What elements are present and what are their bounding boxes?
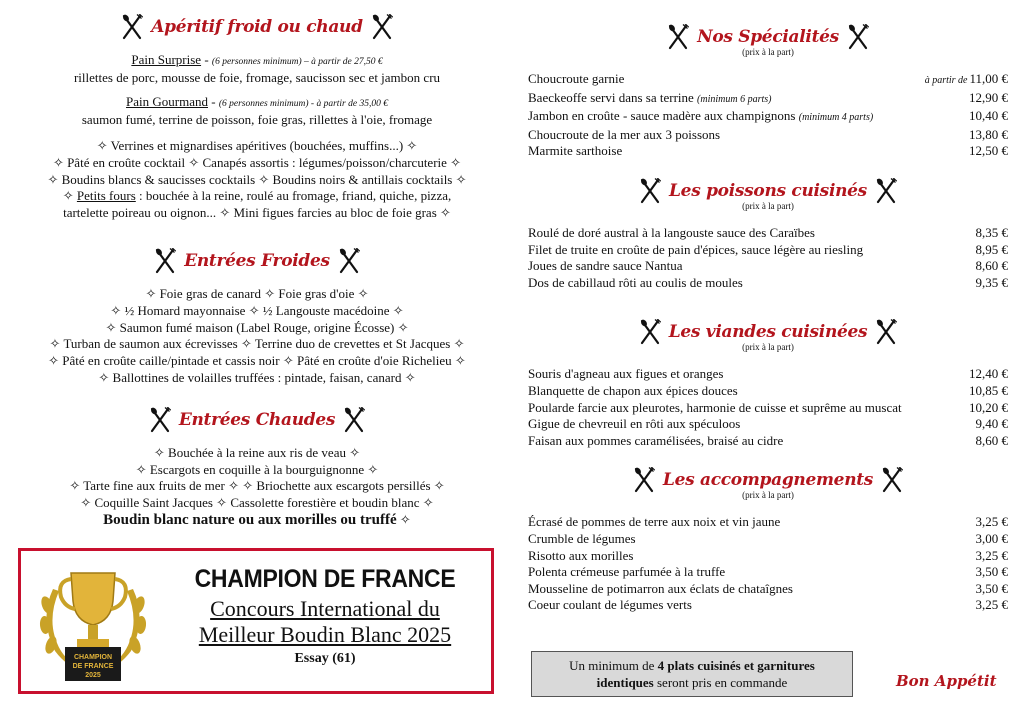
notice-bold-2: identiques xyxy=(596,675,654,690)
trophy-plate-line1: CHAMPION xyxy=(73,654,113,661)
item-price: 3,50 € xyxy=(975,564,1008,580)
item-name: Souris d'agneau aux figues et oranges xyxy=(528,366,724,382)
item-price: 8,60 € xyxy=(975,258,1008,274)
pain-surprise-note: (6 personnes minimum) – à partir de 27,50 € xyxy=(211,57,383,67)
table-row xyxy=(528,143,1008,160)
item-name: Crumble de légumes xyxy=(528,530,636,546)
pain-gourmand xyxy=(14,94,500,128)
list-item: ✧ Tarte fine aux fruits de mer ✧ ✧ Briochette aux escargots persillés ✧ xyxy=(69,478,445,494)
list-item: ✧ Ballottines de volailles truffées : pintade, faisan, canard ✧ xyxy=(98,369,416,385)
fork-knife-icon xyxy=(633,467,655,493)
item-note: (minimum 4 parts) xyxy=(798,112,874,124)
item-price: 12,90 € xyxy=(969,89,1008,105)
table-row xyxy=(528,581,1008,598)
entrees-froides-title: Entrées Froides xyxy=(184,250,330,271)
item-name: Dos de cabillaud rôti au coulis de moules xyxy=(528,274,743,290)
list-item: ✧ Bouchée à la reine aux ris de veau ✧ xyxy=(153,444,361,460)
item-price: 8,35 € xyxy=(975,224,1008,240)
item-price: 3,25 € xyxy=(975,514,1008,530)
fork-knife-icon xyxy=(343,407,365,433)
poissons-title: Les poissons cuisinés xyxy=(669,180,867,201)
item-price: 13,80 € xyxy=(969,126,1008,142)
notice-text-2: seront pris en commande xyxy=(653,675,788,690)
fork-knife-icon xyxy=(667,24,689,50)
item-price: 3,50 € xyxy=(975,580,1008,596)
item-name: Jambon en croûte - sauce madère aux champignons xyxy=(528,108,796,124)
right-column xyxy=(528,10,1008,614)
trophy-icon xyxy=(33,559,153,689)
notice-bold-1: 4 plats cuisinés et garnitures xyxy=(657,658,815,673)
fork-knife-icon xyxy=(121,14,143,40)
fork-knife-icon xyxy=(149,407,171,433)
notice-text-1: Un minimum de xyxy=(569,658,658,673)
pain-surprise xyxy=(14,52,500,86)
item-name: Choucroute garnie xyxy=(528,71,625,86)
table-row xyxy=(528,71,1008,90)
table-row xyxy=(528,400,1008,417)
entrees-froides-list xyxy=(14,286,500,387)
accompagnements-list xyxy=(528,514,1008,614)
specialites-sub: (prix à la part) xyxy=(742,47,794,57)
pain-gourmand-note: (6 personnes minimum) - à partir de 35,00 € xyxy=(218,99,388,109)
list-item: ✧ Pâté en croûte caille/pintade et cassis noir ✧ Pâté en croûte d'oie Richelieu ✧ xyxy=(48,353,466,369)
pain-surprise-sep: - xyxy=(201,52,212,67)
petits-fours-prefix: ✧ xyxy=(62,188,77,204)
item-name: Polenta crémeuse parfumée à la truffe xyxy=(528,564,726,580)
petits-fours-text: : bouchée à la reine, roulé au fromage, friand, quiche, pizza, xyxy=(135,188,452,204)
item-price: 3,25 € xyxy=(975,547,1008,563)
pain-gourmand-desc: saumon fumé, terrine de poisson, foie gras, rillettes à l'oie, fromage xyxy=(81,112,433,127)
boudin-suffix: ✧ xyxy=(396,511,411,527)
item-price: 9,35 € xyxy=(975,274,1008,290)
item-name: Écrasé de pommes de terre aux noix et vin jaune xyxy=(528,514,781,530)
item-name: Joues de sandre sauce Nantua xyxy=(528,258,683,274)
table-row xyxy=(528,366,1008,383)
item-name: Baeckeoffe servi dans sa terrine xyxy=(528,89,694,105)
list-item: ✧ ½ Homard mayonnaise ✧ ½ Langouste macédoine ✧ xyxy=(110,302,404,318)
list-item: ✧ Coquille Saint Jacques ✧ Cassolette forestière et boudin blanc ✧ xyxy=(80,495,434,511)
pain-gourmand-sep: - xyxy=(207,94,219,109)
fork-knife-icon xyxy=(881,467,903,493)
item-price: 8,95 € xyxy=(975,241,1008,257)
table-row xyxy=(528,416,1008,433)
item-pre: à partir de xyxy=(924,75,968,86)
table-row xyxy=(528,258,1008,275)
item-name: Gigue de chevreuil en rôti aux spéculoos xyxy=(528,416,741,432)
item-price: 11,00 € xyxy=(969,71,1008,86)
list-item: ✧ Foie gras de canard ✧ Foie gras d'oie ✧ xyxy=(145,285,369,301)
aperitif-title: Apéritif froid ou chaud xyxy=(151,17,363,37)
champion-line2: Meilleur Boudin Blanc 2025 xyxy=(198,622,452,647)
specialites-list xyxy=(528,71,1008,160)
list-item: ✧ Pâté en croûte cocktail ✧ Canapés assortis : légumes/poisson/charcuterie ✧ xyxy=(52,154,462,170)
viandes-title: Les viandes cuisinées xyxy=(668,322,868,343)
poissons-sub: (prix à la part) xyxy=(742,200,794,211)
table-row xyxy=(528,90,1008,109)
list-item: ✧ Verrines et mignardises apéritives (bouchées, muffins...) ✧ xyxy=(96,138,418,153)
section-title-entrees-froides xyxy=(14,244,500,278)
item-price: 9,40 € xyxy=(975,416,1008,432)
item-name: Poularde farcie aux pleurotes, harmonie de cuisse et suprême au muscat xyxy=(528,399,902,415)
table-row xyxy=(528,564,1008,581)
item-name: Risotto aux morilles xyxy=(528,547,634,563)
fork-knife-icon xyxy=(154,248,176,274)
viandes-sub: (prix à la part) xyxy=(742,342,794,353)
champion-line1: Concours International du xyxy=(210,596,440,621)
item-price: 10,20 € xyxy=(969,399,1008,415)
fork-knife-icon xyxy=(639,178,661,204)
fork-knife-icon xyxy=(875,178,897,204)
fork-knife-icon xyxy=(639,319,661,345)
item-price: 12,50 € xyxy=(969,143,1008,159)
accompagnements-title: Les accompagnements xyxy=(662,470,874,491)
aperitif-list xyxy=(14,138,500,222)
left-column xyxy=(14,10,500,529)
item-name: Mousseline de potimarron aux éclats de chataîgnes xyxy=(528,580,793,596)
item-price: 3,25 € xyxy=(975,597,1008,613)
table-row xyxy=(528,531,1008,548)
table-row xyxy=(528,275,1008,292)
champion-place: Essay (61) xyxy=(294,651,356,666)
table-row xyxy=(528,127,1008,144)
table-row xyxy=(528,433,1008,450)
list-item: ✧ Boudins blancs & saucisses cocktails ✧ Boudins noirs & antillais cocktails ✧ xyxy=(47,171,467,187)
minimum-order-notice xyxy=(531,651,853,697)
item-price: 3,00 € xyxy=(975,530,1008,546)
list-item: ✧ Saumon fumé maison (Label Rouge, origine Écosse) ✧ xyxy=(105,319,409,335)
table-row xyxy=(528,242,1008,259)
item-name: Choucroute de la mer aux 3 poissons xyxy=(528,126,721,142)
table-row xyxy=(528,225,1008,242)
accompagnements-sub: (prix à la part) xyxy=(742,490,794,501)
section-title-aperitif xyxy=(14,10,500,44)
list-item-petits-fours xyxy=(14,188,500,205)
list-item: tartelette poireau ou oignon... ✧ Mini figues farcies au bloc de foie gras ✧ xyxy=(63,205,451,221)
petits-fours-label: Petits fours xyxy=(76,188,136,204)
poissons-list xyxy=(528,225,1008,291)
table-row xyxy=(528,548,1008,565)
pain-gourmand-name: Pain Gourmand xyxy=(126,94,208,109)
item-price: 10,40 € xyxy=(969,108,1008,124)
fork-knife-icon xyxy=(371,14,393,40)
item-name: Roulé de doré austral à la langouste sauce des Caraïbes xyxy=(528,224,815,240)
item-name: Filet de truite en croûte de pain d'épices, sauce légère au riesling xyxy=(528,241,864,257)
viandes-list xyxy=(528,366,1008,449)
item-price: 12,40 € xyxy=(969,366,1008,382)
table-row xyxy=(528,514,1008,531)
trophy-plate-line2: DE FRANCE xyxy=(72,663,114,670)
fork-knife-icon xyxy=(847,24,869,50)
champion-box xyxy=(18,548,494,694)
pain-surprise-name: Pain Surprise xyxy=(131,52,202,67)
trophy-plate-line3: 2025 xyxy=(85,672,101,679)
pain-surprise-desc: rillettes de porc, mousse de foie, fromage, saucisson sec et jambon cru xyxy=(73,70,441,85)
signoff: Bon Appétit xyxy=(896,672,997,690)
item-name: Blanquette de chapon aux épices douces xyxy=(528,382,738,398)
entrees-chaudes-list xyxy=(14,445,500,529)
item-name: Coeur coulant de légumes verts xyxy=(528,597,692,613)
fork-knife-icon xyxy=(338,248,360,274)
champion-text xyxy=(165,565,485,667)
champion-title: CHAMPION DE FRANCE xyxy=(194,565,456,593)
item-name: Faisan aux pommes caramélisées, braisé au cidre xyxy=(528,432,784,448)
item-price: 10,85 € xyxy=(969,382,1008,398)
list-item: ✧ Turban de saumon aux écrevisses ✧ Terrine duo de crevettes et St Jacques ✧ xyxy=(49,336,465,352)
entrees-chaudes-title: Entrées Chaudes xyxy=(178,409,336,430)
table-row xyxy=(528,383,1008,400)
table-row xyxy=(528,597,1008,614)
boudin-bold-line: Boudin blanc nature ou aux morilles ou truffé xyxy=(103,511,397,528)
table-row xyxy=(528,108,1008,127)
item-note: (minimum 6 parts) xyxy=(697,93,772,105)
fork-knife-icon xyxy=(875,319,897,345)
item-name: Marmite sarthoise xyxy=(528,143,623,159)
item-price: 8,60 € xyxy=(975,432,1008,448)
list-item-boudin xyxy=(14,512,500,529)
list-item: ✧ Escargots en coquille à la bourguignonne ✧ xyxy=(135,461,379,477)
section-title-entrees-chaudes xyxy=(14,403,500,437)
specialites-title: Nos Spécialités xyxy=(697,27,839,47)
